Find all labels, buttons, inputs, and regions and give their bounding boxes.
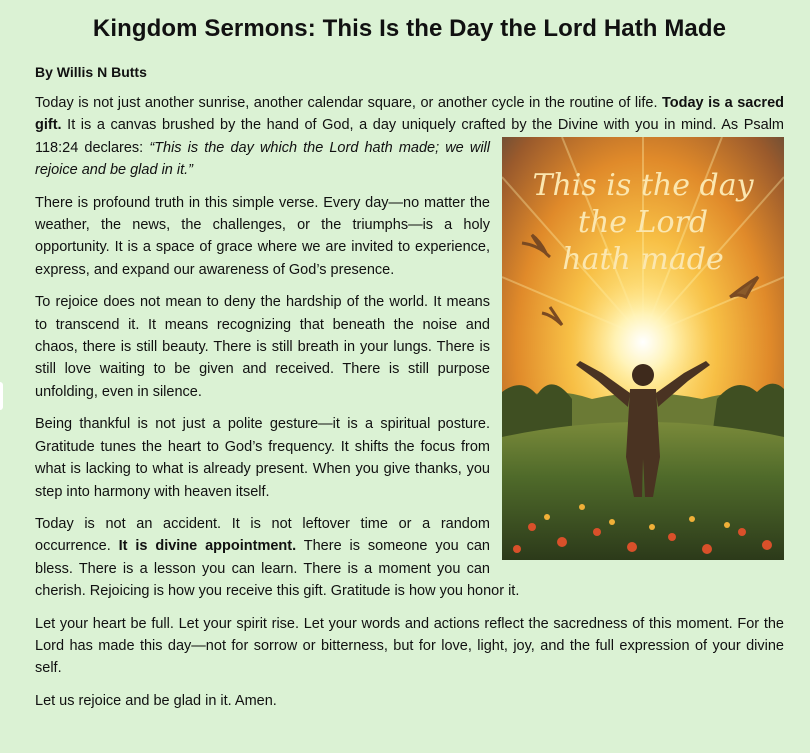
paragraph-1-quote: “This is the day which the Lord hath made; we will rejoice and be glad in it.” bbox=[35, 139, 490, 179]
article-byline: By Willis N Butts bbox=[35, 64, 147, 80]
paragraph-6: Let your heart be full. Let your spirit rise. Let your words and actions reflect the sacredness of this moment. For the Lord has made this day—not for sorrow or bitterness, but for love, light, joy, and the full expression of your divine self. bbox=[35, 615, 784, 677]
paragraph-7: Let us rejoice and be glad in it. Amen. bbox=[35, 692, 277, 709]
paragraph-5-rest: There is someone you can bless. There is a lesson you can learn. There is a moment you can cherish. Rejoicing is how you receive this gift. Gratitude is how you honor it. bbox=[35, 538, 520, 600]
article-body bbox=[35, 92, 784, 712]
paragraph-1-bold: Today is a sacred gift. bbox=[35, 95, 784, 134]
sunrise-illustration bbox=[502, 137, 784, 560]
paragraph-1-rest: It is a canvas brushed by the hand of God, a day uniquely crafted by the Divine with you in mind. As Psalm 118:24 declares: bbox=[35, 117, 784, 156]
article bbox=[35, 12, 784, 722]
paragraph-4: Being thankful is not just a polite gesture—it is a spiritual posture. Gratitude tunes the heart to God’s frequency. It shifts the focus from what is lacking to what is already present. When you give thanks, you step into harmony with heaven itself. bbox=[35, 416, 490, 500]
illustration-caption-line-2: the Lord bbox=[577, 204, 709, 240]
sunrise-illustration-art bbox=[502, 137, 784, 560]
paragraph-5-bold: It is divine appointment. bbox=[118, 538, 297, 555]
paragraph-3: To rejoice does not mean to deny the hardship of the world. It means to transcend it. It means recognizing that beneath the noise and chaos, there is still beauty. There is still breath in your lungs. There is still love waiting to be given and received. There is still purpose unfolding, even in silence. bbox=[35, 294, 490, 400]
illustration-caption-line-3: hath made bbox=[562, 241, 724, 277]
illustration-caption-line-1: This is the day bbox=[532, 167, 754, 203]
side-tab-handle[interactable] bbox=[0, 382, 3, 410]
article-title: Kingdom Sermons: This Is the Day the Lord Hath Made bbox=[92, 15, 727, 42]
paragraph-2: There is profound truth in this simple verse. Every day—no matter the weather, the news, the challenges, or the triumphs—is a holy opportunity. It is a space of grace where we are invited to experience, express, and expand our awareness of God’s presence. bbox=[35, 194, 490, 278]
paragraph-5-lead: Today is not an accident. It is not leftover time or a random occurrence. bbox=[35, 515, 490, 555]
paragraph-1-lead: Today is not just another sunrise, another calendar square, or another cycle in the routine of life. bbox=[35, 95, 662, 111]
